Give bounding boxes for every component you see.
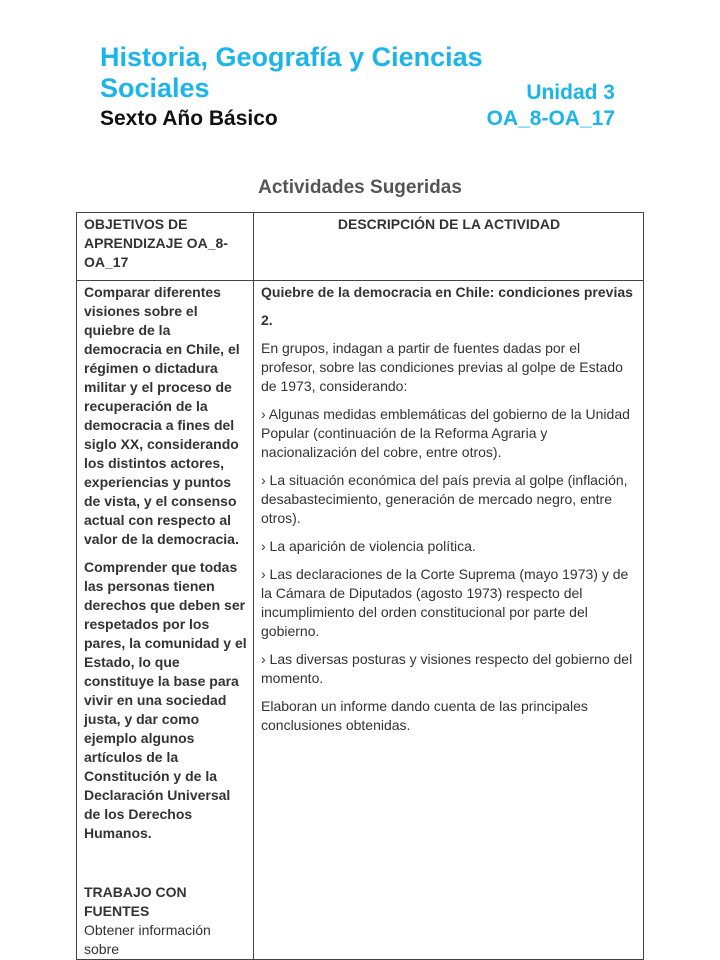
description-header: DESCRIPCIÓN DE LA ACTIVIDAD <box>254 213 644 281</box>
activity-item: › La situación económica del país previa al golpe (inflación, desabastecimiento, generación de mercado negro, entre otros). <box>261 472 628 526</box>
description-cell <box>254 281 644 960</box>
activity-intro: En grupos, indagan a partir de fuentes dadas por el profesor, sobre las condiciones previas al golpe de Estado de 1973, considerando: <box>261 340 623 394</box>
unit-label: Unidad 3 <box>526 81 615 104</box>
activity-title: Quiebre de la democracia en Chile: condiciones previas <box>261 284 633 300</box>
table-header-row <box>77 213 644 281</box>
objectives-cell <box>77 281 254 960</box>
subject-title: Historia, Geografía y Ciencias Sociales <box>100 42 483 103</box>
objective-oa8: Comparar diferentes visiones sobre el quiebre de la democracia en Chile, el régimen o dictadura militar y el proceso de recuperación de la democracia a fines del siglo XX, considerando los distintos actores, experiencias y puntos de vista, y el consenso actual con respecto al valor de la democracia. <box>84 284 240 547</box>
section-title: Actividades Sugeridas <box>258 177 462 198</box>
oa-code-label: OA_8-OA_17 <box>486 107 615 130</box>
objectives-header: OBJETIVOS DE APRENDIZAJE OA_8-OA_17 <box>77 213 254 281</box>
objective-oa17: Comprender que todas las personas tienen derechos que deben ser respetados por los pares, la comunidad y el Estado, lo que constituye la base para vivir en una sociedad justa, y dar como ejemplo algunos artículos de la Constitución y de la Declaración Universal de los Derechos Humanos. <box>84 559 247 841</box>
activity-item: › Algunas medidas emblemáticas del gobierno de la Unidad Popular (continuación de la Reforma Agraria y nacionalización del cobre, entre otros). <box>261 406 630 460</box>
activity-number: 2. <box>261 312 273 328</box>
activities-table <box>76 212 644 960</box>
grade-label: Sexto Año Básico <box>100 107 278 130</box>
activity-item: › La aparición de violencia política. <box>261 538 476 554</box>
table-row <box>77 281 644 960</box>
activity-closing: Elaboran un informe dando cuenta de las principales conclusiones obtenidas. <box>261 698 588 733</box>
skill-text: Obtener información sobre <box>84 922 211 957</box>
activity-item: › Las diversas posturas y visiones respecto del gobierno del momento. <box>261 651 633 686</box>
skill-title: TRABAJO CON FUENTES <box>84 884 187 919</box>
activity-item: › Las declaraciones de la Corte Suprema (mayo 1973) y de la Cámara de Diputados (agosto 1973) respecto del incumplimiento del orden constitucional por parte del gobierno. <box>261 566 629 639</box>
